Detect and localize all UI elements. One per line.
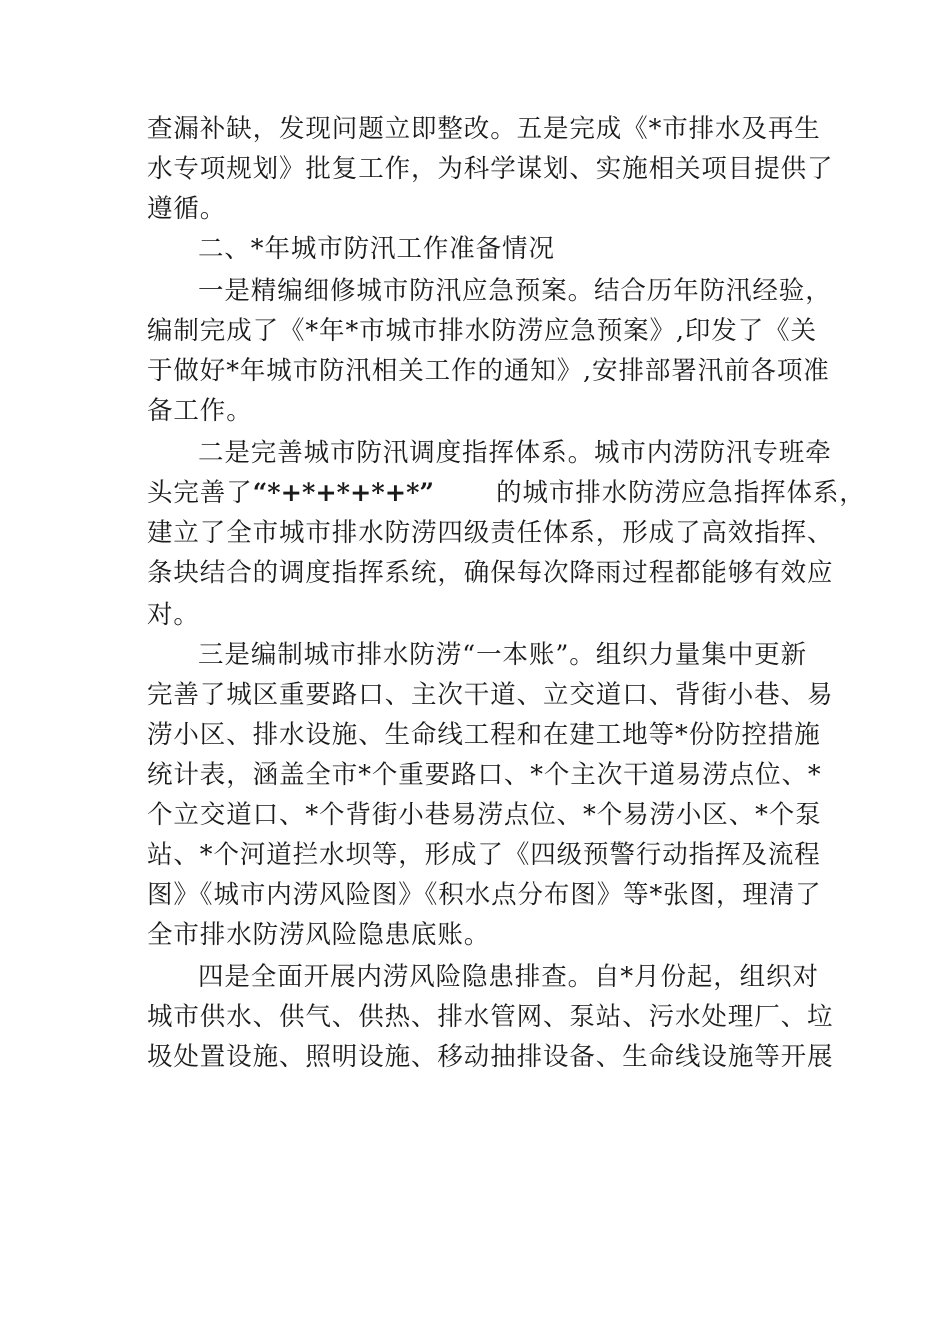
text-line: 水专项规划》批复工作，为科学谋划、实施相关项目提供了 (147, 154, 834, 184)
text-line: 涝小区、排水设施、生命线工程和在建工地等*份防控措施 (147, 720, 821, 750)
text-line: 条块结合的调度指挥系统，确保每次降雨过程都能够有效应 (147, 558, 834, 588)
text-line: 个立交道口、*个背街小巷易涝点位、*个易涝小区、*个泵 (147, 800, 822, 830)
text-line: 编制完成了《*年*市城市排水防涝应急预案》,印发了《关 (147, 316, 817, 346)
text-line: 三是编制城市排水防涝“一本账”。组织力量集中更新 (198, 640, 807, 670)
text-line: 一是精编细修城市防汛应急预案。结合历年防汛经验， (198, 276, 832, 306)
text-line: 完善了城区重要路口、主次干道、立交道口、背街小巷、易 (147, 680, 834, 710)
text-line: 对。 (147, 600, 200, 630)
text-line: 图》《城市内涝风险图》《积水点分布图》等*张图，理清了 (147, 880, 822, 910)
text-line: 统计表，涵盖全市*个重要路口、*个主次干道易涝点位、* (147, 760, 822, 790)
text-line: 圾处置设施、照明设施、移动抽排设备、生命线设施等开展 (147, 1042, 834, 1072)
text-line: 城市供水、供气、供热、排水管网、泵站、污水处理厂、垃 (147, 1002, 834, 1032)
text-line: 于做好*年城市防汛相关工作的通知》,安排部署汛前各项准 (147, 356, 830, 386)
text-line: 全市排水防涝风险隐患底账。 (147, 920, 491, 950)
text-segment: 头完善了 (147, 478, 253, 508)
placeholder-quote: “*+*+*+*+*” (252, 478, 435, 508)
text-line: 站、*个河道拦水坝等，形成了《四级预警行动指挥及流程 (147, 840, 821, 870)
text-line: 建立了全市城市排水防涝四级责任体系，形成了高效指挥、 (147, 518, 834, 548)
text-line: 四是全面开展内涝风险隐患排查。自*月份起，组织对 (198, 962, 819, 992)
text-line: 二是完善城市防汛调度指挥体系。城市内涝防汛专班牵 (198, 438, 832, 468)
text-segment: 的城市排水防涝应急指挥体系， (496, 478, 866, 508)
text-line: 备工作。 (147, 396, 253, 426)
section-heading: 二、*年城市防汛工作准备情况 (198, 234, 555, 264)
text-line: 查漏补缺，发现问题立即整改。五是完成《*市排水及再生 (147, 114, 821, 144)
text-line: 遵循。 (147, 194, 227, 224)
text-line (147, 477, 866, 509)
